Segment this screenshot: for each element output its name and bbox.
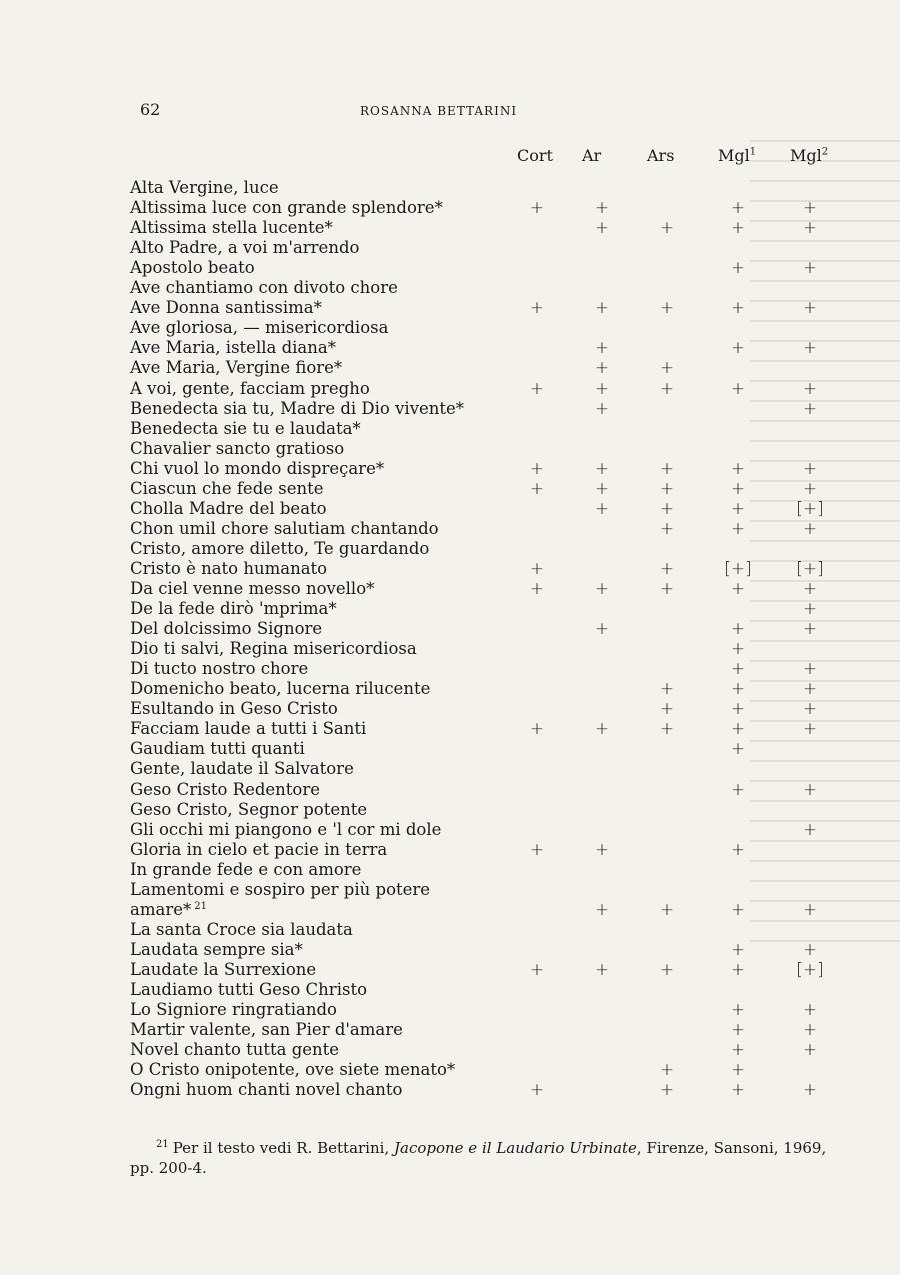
lauda-title-text: Ciascun che fede sente (130, 479, 324, 498)
presence-mark: + (730, 1080, 746, 1100)
lauda-title-text: Del dolcissimo Signore (130, 619, 323, 638)
presence-mark: + (594, 499, 610, 519)
presence-mark: + (730, 379, 746, 399)
table-row (0, 419, 900, 439)
presence-mark: + (730, 659, 746, 679)
presence-mark: + (730, 1020, 746, 1040)
lauda-title (130, 358, 342, 377)
lauda-title (130, 258, 255, 277)
presence-mark: + (802, 399, 818, 419)
presence-mark: + (730, 198, 746, 218)
lauda-title (130, 298, 322, 317)
lauda-title-text: Gli occhi mi piangono e 'l cor mi dole (130, 820, 442, 839)
lauda-title-text: Cholla Madre del beato (130, 499, 327, 518)
table-row (0, 880, 900, 900)
table-row (0, 218, 900, 238)
presence-mark: + (594, 459, 610, 479)
lauda-title-text: Laudiamo tutti Geso Christo (130, 980, 368, 999)
table-row (0, 739, 900, 759)
presence-mark: + (730, 739, 746, 759)
presence-mark: + (802, 218, 818, 238)
lauda-title-text: Gente, laudate il Salvatore (130, 759, 354, 778)
table-row (0, 178, 900, 198)
presence-mark: + (659, 699, 675, 719)
presence-mark: + (730, 1060, 746, 1080)
lauda-title (130, 419, 361, 438)
presence-mark: + (659, 559, 675, 579)
table-row (0, 198, 900, 218)
lauda-title (130, 619, 322, 638)
presence-mark: + (594, 960, 610, 980)
presence-mark: + (802, 719, 818, 739)
presence-mark: + (730, 459, 746, 479)
presence-mark: + (594, 198, 610, 218)
table-row (0, 1020, 900, 1040)
lauda-title (130, 439, 344, 458)
table-row (0, 860, 900, 880)
table-row (0, 298, 900, 318)
table-row (0, 238, 900, 258)
presence-mark: + (594, 900, 610, 920)
lauda-title-text: Ongni huom chanti novel chanto (130, 1080, 403, 1099)
presence-mark: + (594, 338, 610, 358)
lauda-title (130, 880, 430, 899)
table-row (0, 960, 900, 980)
table-row (0, 439, 900, 459)
presence-mark: + (802, 379, 818, 399)
lauda-title (130, 1060, 455, 1079)
table-row (0, 579, 900, 599)
presence-mark: + (659, 960, 675, 980)
presence-mark: + (529, 198, 545, 218)
lauda-title (130, 479, 324, 498)
lauda-title-text: Ave Donna santissima* (130, 298, 322, 317)
presence-mark: + (529, 1080, 545, 1100)
presence-mark: + (730, 840, 746, 860)
presence-mark: + (529, 479, 545, 499)
presence-mark: + (730, 719, 746, 739)
presence-mark: + (730, 338, 746, 358)
table-row (0, 940, 900, 960)
lauda-title-text: Gloria in cielo et pacie in terra (130, 840, 388, 859)
presence-mark: + (802, 298, 818, 318)
lauda-title-text: Apostolo beato (130, 258, 255, 277)
presence-mark: + (659, 719, 675, 739)
lauda-title-text: Altissima luce con grande splendore* (130, 198, 443, 217)
table-row (0, 459, 900, 479)
lauda-title-text: O Cristo onipotente, ove siete menato* (130, 1060, 456, 1079)
lauda-title (130, 218, 333, 237)
footnote (130, 1138, 830, 1178)
presence-mark: + (730, 519, 746, 539)
table-row (0, 358, 900, 378)
lauda-title-text: Domenicho beato, lucerna rilucente (130, 679, 431, 698)
presence-mark: + (730, 579, 746, 599)
presence-mark: + (594, 379, 610, 399)
lauda-title (130, 659, 308, 678)
lauda-title (130, 900, 207, 919)
presence-mark: + (659, 358, 675, 378)
lauda-title-text: La santa Croce sia laudata (130, 920, 353, 939)
table-row (0, 639, 900, 659)
lauda-title-text: Chavalier sancto gratioso (130, 439, 345, 458)
lauda-title (130, 178, 279, 197)
table-row (0, 820, 900, 840)
footnote-reference: 21 (194, 900, 207, 912)
lauda-title-text: Alto Padre, a voi m'arrendo (130, 238, 360, 257)
lauda-title (130, 1020, 403, 1039)
presence-mark: + (529, 459, 545, 479)
footnote-text-after: , Firenze, Sansoni, 1969, pp. 200-4. (130, 1139, 827, 1177)
lauda-title-text: Laudate la Surrexione (130, 960, 317, 979)
lauda-title-text: Facciam laude a tutti i Santi (130, 719, 367, 738)
column-label: Ars (647, 146, 675, 165)
lauda-title (130, 940, 303, 959)
lauda-title (130, 800, 367, 819)
table-row (0, 1040, 900, 1060)
lauda-title (130, 840, 387, 859)
presence-mark: + (730, 699, 746, 719)
presence-mark: + (529, 559, 545, 579)
presence-mark: + (659, 1080, 675, 1100)
lauda-title (130, 1040, 339, 1059)
presence-mark: + (659, 298, 675, 318)
presence-mark: + (802, 659, 818, 679)
column-superscript: 2 (821, 146, 829, 158)
page-number: 62 (140, 100, 161, 119)
column-superscript: 1 (749, 146, 757, 158)
lauda-title (130, 860, 361, 879)
lauda-title (130, 559, 327, 578)
presence-mark: + (730, 619, 746, 639)
lauda-title-text: Alta Vergine, luce (130, 178, 279, 197)
presence-mark: + (659, 499, 675, 519)
table-row (0, 479, 900, 499)
presence-mark: + (594, 479, 610, 499)
presence-mark: + (802, 619, 818, 639)
presence-mark: + (802, 599, 818, 619)
footnote-number: 21 (156, 1139, 169, 1150)
presence-mark: + (730, 639, 746, 659)
table-row (0, 599, 900, 619)
lauda-title-text: Da ciel venne messo novello* (130, 579, 375, 598)
presence-mark: + (730, 218, 746, 238)
presence-mark: + (802, 519, 818, 539)
presence-mark: + (529, 840, 545, 860)
presence-mark: + (802, 780, 818, 800)
lauda-title (130, 759, 354, 778)
table-row (0, 318, 900, 338)
lauda-title (130, 639, 417, 658)
table-row (0, 1060, 900, 1080)
lauda-title-text: Martir valente, san Pier d'amare (130, 1020, 403, 1039)
table-row (0, 679, 900, 699)
lauda-title-text: A voi, gente, facciam pregho (130, 379, 370, 398)
presence-mark: + (529, 579, 545, 599)
lauda-title (130, 599, 337, 618)
presence-mark: + (594, 619, 610, 639)
table-row (0, 519, 900, 539)
lauda-title-text: Ave Maria, istella diana* (130, 338, 336, 357)
table-row (0, 619, 900, 639)
table-row (0, 539, 900, 559)
column-header-5 (790, 146, 828, 165)
lauda-title (130, 399, 464, 418)
presence-mark: + (659, 1060, 675, 1080)
presence-mark: + (659, 519, 675, 539)
table-row (0, 920, 900, 940)
table-row (0, 800, 900, 820)
presence-mark: + (730, 960, 746, 980)
lauda-title (130, 198, 443, 217)
lauda-title (130, 238, 359, 257)
lauda-title (130, 920, 353, 939)
presence-mark: + (802, 579, 818, 599)
presence-mark: + (594, 579, 610, 599)
lauda-title (130, 318, 388, 337)
lauda-title-text: Ave chantiamo con divoto chore (130, 278, 398, 297)
presence-mark: + (659, 459, 675, 479)
lauda-title-text: Dio ti salvi, Regina misericordiosa (130, 639, 417, 658)
lauda-title-text: Geso Cristo Redentore (130, 780, 321, 799)
lauda-title-text: Benedecta sia tu, Madre di Dio vivente* (130, 399, 465, 418)
lauda-title (130, 780, 320, 799)
table-row (0, 840, 900, 860)
column-header-3 (647, 146, 674, 165)
presence-mark: + (594, 840, 610, 860)
presence-mark: + (659, 218, 675, 238)
column-header-2 (582, 146, 601, 165)
table-row (0, 980, 900, 1000)
presence-mark: + (659, 479, 675, 499)
column-label: Ar (582, 146, 602, 165)
lauda-title (130, 719, 366, 738)
presence-mark: + (802, 900, 818, 920)
presence-mark: + (730, 940, 746, 960)
presence-mark: + (802, 679, 818, 699)
table-row (0, 499, 900, 519)
lauda-title-text: Laudata sempre sia* (130, 940, 303, 959)
presence-mark: + (802, 940, 818, 960)
lauda-title-text: Esultando in Geso Cristo (130, 699, 338, 718)
presence-mark: + (802, 1000, 818, 1020)
lauda-title-text: Chi vuol lo mondo dispreçare* (130, 459, 385, 478)
presence-mark: [+] (796, 499, 824, 519)
presence-mark: + (594, 399, 610, 419)
lauda-title-text: De la fede dirò 'mprima* (130, 599, 337, 618)
footnote-book-title: Jacopone e il Laudario Urbinate (393, 1139, 637, 1157)
lauda-title (130, 499, 327, 518)
lauda-title (130, 960, 316, 979)
column-label: Cort (517, 146, 553, 165)
presence-mark: + (730, 298, 746, 318)
lauda-title (130, 1080, 403, 1099)
presence-mark: + (730, 900, 746, 920)
lauda-title-text: Chon umil chore salutiam chantando (130, 519, 439, 538)
table-row (0, 759, 900, 779)
presence-mark: + (730, 1040, 746, 1060)
presence-mark: + (730, 258, 746, 278)
lauda-title-text: Lamentomi e sospiro per più potere (130, 880, 431, 899)
table-row (0, 338, 900, 358)
presence-mark: + (594, 719, 610, 739)
lauda-title-text: Ave Maria, Vergine fiore* (130, 358, 343, 377)
presence-mark: + (730, 499, 746, 519)
lauda-title-text: Gaudiam tutti quanti (130, 739, 305, 758)
presence-mark: + (730, 780, 746, 800)
presence-mark: + (659, 679, 675, 699)
presence-mark: + (594, 218, 610, 238)
presence-mark: + (802, 699, 818, 719)
lauda-title-text: Cristo, amore diletto, Te guardando (130, 539, 430, 558)
presence-mark: + (802, 1040, 818, 1060)
presence-mark: + (802, 258, 818, 278)
lauda-title (130, 820, 441, 839)
lauda-title (130, 980, 367, 999)
table-row (0, 699, 900, 719)
presence-mark: + (529, 719, 545, 739)
presence-mark: + (802, 338, 818, 358)
presence-mark: + (529, 960, 545, 980)
table-row (0, 1000, 900, 1020)
presence-mark: + (659, 379, 675, 399)
lauda-title (130, 539, 429, 558)
lauda-title-text: Novel chanto tutta gente (130, 1040, 340, 1059)
table-row (0, 379, 900, 399)
column-header-1 (517, 146, 553, 165)
lauda-title-text: Benedecta sie tu e laudata* (130, 419, 361, 438)
lauda-title-text: Lo Signiore ringratiando (130, 1000, 337, 1019)
presence-mark: + (730, 679, 746, 699)
lauda-title-text: Altissima stella lucente* (130, 218, 333, 237)
lauda-title (130, 679, 430, 698)
lauda-title (130, 278, 398, 297)
lauda-title (130, 699, 338, 718)
presence-mark: + (802, 459, 818, 479)
running-head: ROSANNA BETTARINI (360, 104, 518, 118)
column-header-4 (718, 146, 756, 165)
presence-mark: [+] (724, 559, 752, 579)
presence-mark: + (659, 579, 675, 599)
table-row (0, 258, 900, 278)
column-label: Mgl (790, 146, 822, 165)
presence-mark: + (594, 298, 610, 318)
lauda-title (130, 579, 374, 598)
lauda-title (130, 1000, 337, 1019)
presence-mark: [+] (796, 559, 824, 579)
lauda-title-text: Ave gloriosa, — misericordiosa (130, 318, 389, 337)
presence-mark: + (529, 379, 545, 399)
presence-mark: + (802, 198, 818, 218)
lauda-title-text: Geso Cristo, Segnor potente (130, 800, 368, 819)
presence-mark: + (659, 900, 675, 920)
presence-mark: + (802, 1080, 818, 1100)
table-row (0, 900, 900, 920)
table-row (0, 559, 900, 579)
table-row (0, 1080, 900, 1100)
lauda-title (130, 519, 439, 538)
presence-mark: [+] (796, 960, 824, 980)
presence-mark: + (730, 479, 746, 499)
table-row (0, 659, 900, 679)
table-row (0, 719, 900, 739)
lauda-title (130, 338, 336, 357)
table-row (0, 278, 900, 298)
lauda-title (130, 459, 384, 478)
lauda-title (130, 739, 305, 758)
presence-mark: + (529, 298, 545, 318)
presence-mark: + (802, 479, 818, 499)
presence-mark: + (730, 1000, 746, 1020)
column-label: Mgl (718, 146, 750, 165)
presence-mark: + (802, 820, 818, 840)
presence-mark: + (802, 1020, 818, 1040)
lauda-title-text: amare* (130, 900, 192, 919)
lauda-title (130, 379, 370, 398)
lauda-title-text: Cristo è nato humanato (130, 559, 328, 578)
table-row (0, 780, 900, 800)
footnote-text-before: Per il testo vedi R. Bettarini, (172, 1139, 394, 1157)
table-row (0, 399, 900, 419)
presence-mark: + (594, 358, 610, 378)
lauda-title-text: In grande fede e con amore (130, 860, 362, 879)
lauda-title-text: Di tucto nostro chore (130, 659, 309, 678)
